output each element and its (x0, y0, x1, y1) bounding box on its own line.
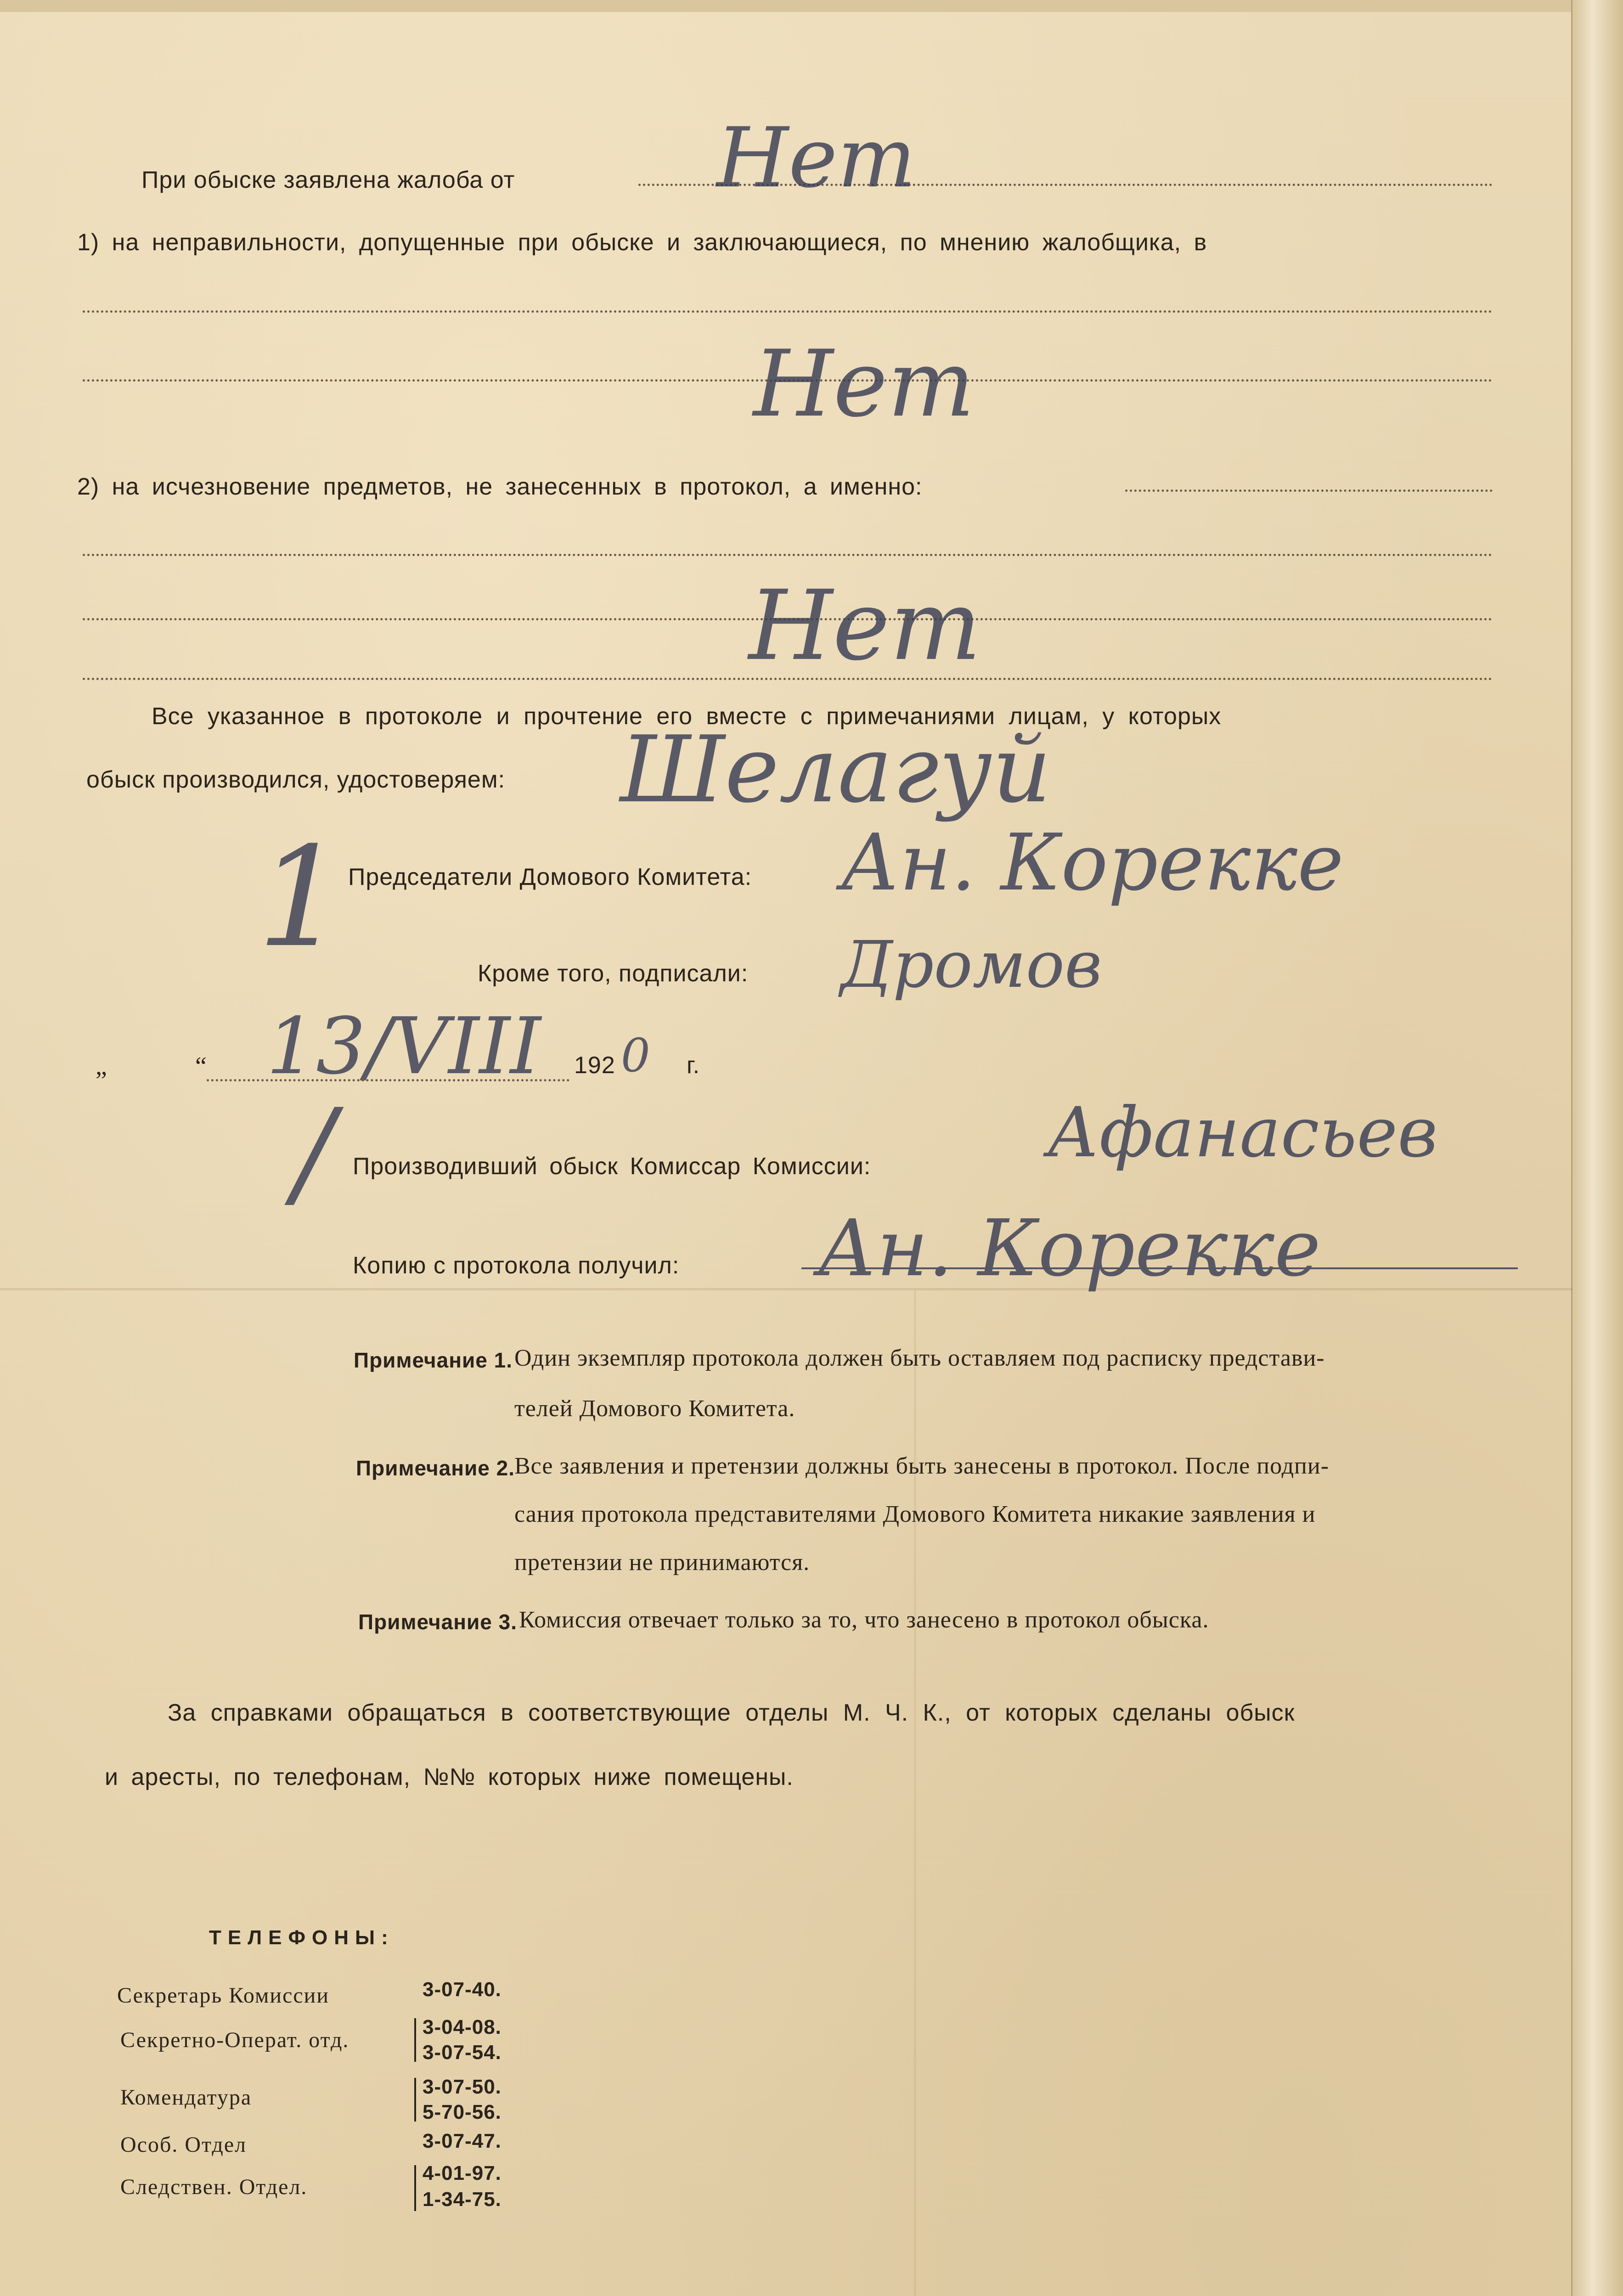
date-close-quote: “ (195, 1052, 207, 1080)
chairman-label: Председатели Домового Комитета: (348, 864, 752, 890)
phone-number-special: 3-07-47. (423, 2130, 502, 2152)
complaint-1-handwriting: Нет (753, 331, 975, 438)
copy-signature-underline (801, 1267, 1518, 1269)
date-open-quote: „ (96, 1052, 107, 1080)
year-suffix: г. (687, 1052, 700, 1079)
note-1-label: Примечание 1. (354, 1348, 513, 1372)
note-3-label: Примечание 3. (358, 1610, 517, 1634)
phones-heading: ТЕЛЕФОНЫ: (209, 1926, 394, 1949)
phone-number-operations-2: 3-07-54. (423, 2041, 502, 2064)
phone-number-secretary: 3-07-40. (423, 1978, 502, 2001)
phone-label-commandant: Комендатура (120, 2085, 252, 2110)
phone-number-investigation-2: 1-34-75. (423, 2188, 502, 2211)
note-1-line-2: телей Домового Комитета. (514, 1396, 795, 1422)
year-prefix: 192 (574, 1052, 615, 1079)
phone-number-operations-1: 3-04-08. (423, 2016, 502, 2038)
note-2-line-1: Все заявления и претензии должны быть занесены в протокол. После подпи- (514, 1453, 1330, 1479)
phone-label-operations: Секретно-Операт. отд. (120, 2028, 349, 2052)
note-2-label: Примечание 2. (356, 1456, 515, 1480)
inquiries-line-2: и аресты, по телефонам, №№ которых ниже помещены. (105, 1764, 794, 1790)
certify-line-2: обыск производился, удостоверяем: (86, 766, 506, 793)
certify-signature: Шелагуй (620, 716, 1052, 823)
vertical-fold (914, 1290, 916, 2296)
date-handwriting: 13/VIII (266, 1001, 541, 1092)
complaint-2-line-a (1125, 490, 1493, 492)
phone-number-commandant-1: 3-07-50. (423, 2076, 502, 2098)
complaint-from-handwriting: Нет (716, 110, 916, 206)
margin-stroke: / (294, 1084, 334, 1222)
complaint-item-2: 2) на исчезновение предметов, не занесенных в протокол, а именно: (77, 473, 923, 500)
horizontal-fold (0, 1288, 1572, 1290)
top-edge (0, 0, 1572, 12)
certify-line-1: Все указанное в протоколе и прочтение его вместе с примечаниями лицам, у которых (152, 703, 1222, 730)
complaint-intro: При обыске заявлена жалоба от (141, 167, 515, 193)
copy-signature: Ан. Корекке (817, 1203, 1321, 1294)
note-2-line-2: сания протокола представителями Домового Комитета никакие заявления и (514, 1501, 1316, 1527)
note-2-line-3: претензии не принимаются. (514, 1549, 810, 1576)
note-1-line-1: Один экземпляр протокола должен быть оставляем под расписку представи- (514, 1345, 1325, 1371)
right-page-edge (1571, 0, 1623, 2296)
phone-brace-investigation (414, 2165, 416, 2211)
also-signed-signature: Дромов (840, 928, 1102, 1002)
complaint-item-1: 1) на неправильности, допущенные при обыске и заключающиеся, по мнению жалобщика, в (77, 229, 1207, 256)
year-handwriting: 0 (621, 1029, 650, 1082)
note-3-line-1: Комиссия отвечает только за то, что занесено в протокол обыска. (519, 1607, 1209, 1633)
phone-brace-commandant (414, 2078, 416, 2122)
phone-number-investigation-1: 4-01-97. (423, 2162, 502, 2184)
phone-brace-operations (414, 2018, 416, 2062)
phone-label-investigation: Следствен. Отдел. (120, 2175, 308, 2199)
copy-label: Копию с протокола получил: (353, 1252, 680, 1279)
also-signed-label: Кроме того, подписали: (478, 960, 749, 987)
complaint-2-line-b (83, 554, 1493, 556)
inquiries-line-1: За справками обращаться в соответствующие отделы М. Ч. К., от которых сделаны обыск (168, 1699, 1295, 1726)
phone-number-commandant-2: 5-70-56. (423, 2101, 502, 2123)
complaint-2-handwriting: Нет (749, 569, 981, 682)
chairman-signature: Ан. Корекке (840, 817, 1344, 908)
margin-mark: 1 (257, 817, 345, 978)
date-line (207, 1079, 569, 1081)
commissar-label: Производивший обыск Комиссар Комиссии: (353, 1153, 871, 1180)
phone-label-special: Особ. Отдел (120, 2133, 247, 2157)
commissar-signature: Афанасьев (1047, 1093, 1438, 1173)
complaint-1-line-a (83, 310, 1493, 313)
phone-label-secretary: Секретарь Комиссии (117, 1983, 330, 2008)
